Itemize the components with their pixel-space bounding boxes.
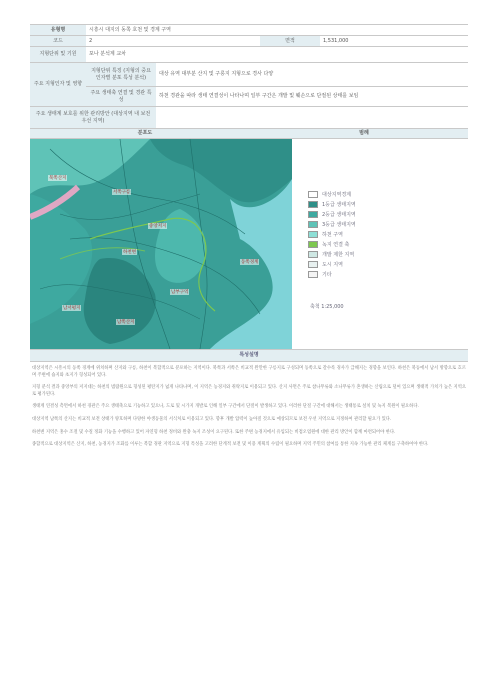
- legend-label: 1등급 생태지역: [322, 201, 356, 208]
- legend-swatch: [308, 191, 318, 198]
- map-label: 북쪽산지: [49, 176, 67, 181]
- landform-label: 지형단위 및 기원: [30, 47, 86, 63]
- legend-swatch: [308, 231, 318, 238]
- legend-swatch: [308, 241, 318, 248]
- legend-label: 하천 구역: [322, 231, 343, 238]
- attribute-table: [30, 24, 468, 139]
- map-label: 남쪽산지: [117, 320, 135, 325]
- legend-label: 기타: [322, 271, 332, 278]
- map-label: 하천변: [123, 250, 137, 255]
- map-label: 서쪽구릉: [113, 190, 131, 195]
- description-paragraph: 종합적으로 대상지역은 산지, 하천, 농경지가 조화를 이루는 복합 경관 지역으로 지형 특성을 고려한 단계적 보전 및 이용 계획의 수립이 필요하며 지역 주민의 참여를 통한 지속 가능한 관리 체계를 구축하여야 한다.: [32, 442, 429, 448]
- header-value: 시흥시 대지의 동쪽 호천 및 경계 구역: [86, 25, 468, 36]
- description-paragraph: 하천변 지역은 홍수 조절 및 수질 정화 기능을 수행하고 있어 자연형 하천 정비와 완충 녹지 조성이 요구된다. 또한 주변 농경지에서 유입되는 비점오염원에 대한 관리 방안이 함께 마련되어야 한다.: [32, 429, 396, 435]
- map-graphic: [30, 139, 292, 349]
- description-paragraph: 생태계 연결성 측면에서 하천 경관은 주요 생태축으로 기능하고 있으나, 도로 및 시가지 개발로 인해 일부 구간에서 단절이 발생하고 있다. 이러한 단절 구간에 대해서는 생태통로 설치 및 녹지 복원이 필요하다.: [32, 404, 419, 410]
- area-label: 면적: [260, 36, 320, 47]
- document-page: [30, 24, 468, 664]
- factor-group-label: 주요 지형인자 및 영향: [30, 63, 86, 107]
- factor1-label: 지형단위 특징 (지형의 중요 인자별 분포 특성 분석): [86, 63, 156, 87]
- legend-swatch: [308, 201, 318, 208]
- factor2-label: 주요 생태축 연결 및 경관 특성: [86, 87, 156, 107]
- map-header: 분포도: [30, 129, 260, 139]
- legend-swatch: [308, 251, 318, 258]
- map-label: 남서평지: [63, 306, 81, 311]
- legend-header: 범례: [260, 129, 468, 139]
- code-value: 2: [86, 36, 260, 47]
- legend-swatch: [308, 211, 318, 218]
- legend-item: [308, 199, 356, 209]
- factor2-value: 하천 경관을 따라 생태 연결성이 나타나며 일부 구간은 개발 및 훼손으로 단절된 상태를 보임: [156, 87, 468, 107]
- legend-item: [308, 239, 356, 249]
- legend-label: 2등급 생태지역: [322, 211, 356, 218]
- area-value: 1,531,000: [320, 36, 468, 47]
- code-label: 코드: [30, 36, 86, 47]
- legend-item: [308, 249, 356, 259]
- distribution-map: [30, 139, 292, 349]
- description-paragraph: 지형 분석 결과 중앙부의 저지대는 하천의 범람원으로 형성된 평탄지가 넓게 나타나며, 이 지역은 농경지와 취락지로 이용되고 있다. 산지 사면은 주로 참나무류와 소나무류가 혼생하는 산림으로 덮여 있으며 생태적 가치가 높은 지역으로 평가된다.: [32, 385, 466, 397]
- map-label: 남부구역: [171, 290, 189, 295]
- legend-item: [308, 259, 356, 269]
- landform-value: 포나 분석계 교차: [86, 47, 468, 63]
- description-paragraph: 대상지역 남쪽의 산지는 비교적 보전 상태가 양호하며 다양한 야생동물의 서식처로 이용되고 있다. 향후 개발 압력이 높아질 것으로 예상되므로 보전 우선 지역으로 지정하여 관리할 필요가 있다.: [32, 416, 392, 422]
- description-title: 특성설명: [30, 350, 468, 362]
- factor1-value: 대상 유역 대부분 산지 및 구릉지 지형으로 경사 다양: [156, 63, 468, 87]
- legend-item: [308, 229, 356, 239]
- description-paragraph: 대상지역은 시흥시의 동쪽 경계에 위치하며 산지와 구릉, 하천이 복합적으로 분포하는 지역이다. 북쪽과 서쪽은 비교적 완만한 구릉지로 구성되며 동쪽으로 갈수록 경사가 급해지는 경향을 보인다. 하천은 북동에서 남서 방향으로 흐르며 주변에 습지와 초지가 형성되어 있다.: [32, 366, 466, 378]
- map-label: 중앙저지: [149, 224, 167, 229]
- legend-swatch: [308, 261, 318, 268]
- legend-label: 3등급 생태지역: [322, 221, 356, 228]
- map-label: 동쪽경계: [241, 260, 259, 265]
- header-label: 유형명: [30, 25, 86, 36]
- legend-item: [308, 189, 356, 199]
- legend-item: [308, 269, 356, 279]
- description-body: [30, 362, 468, 459]
- legend-list: [308, 189, 356, 279]
- legend-label: 도시 지역: [322, 261, 343, 268]
- legend-item: [308, 219, 356, 229]
- map-section: [30, 139, 468, 350]
- legend-swatch: [308, 271, 318, 278]
- legend-swatch: [308, 221, 318, 228]
- legend-item: [308, 209, 356, 219]
- legend-label: 개발 제한 지역: [322, 251, 355, 258]
- legend-label: 대상지역경계: [322, 191, 351, 198]
- map-scale: 축척 1:25,000: [310, 304, 344, 310]
- legend-label: 녹지 연결 축: [322, 241, 350, 248]
- management-label: 주요 생태계 보호를 위한 관리방안 (대상지역 내 보전 우선 지역): [30, 107, 156, 129]
- management-value: [156, 107, 468, 129]
- map-legend: [292, 139, 468, 349]
